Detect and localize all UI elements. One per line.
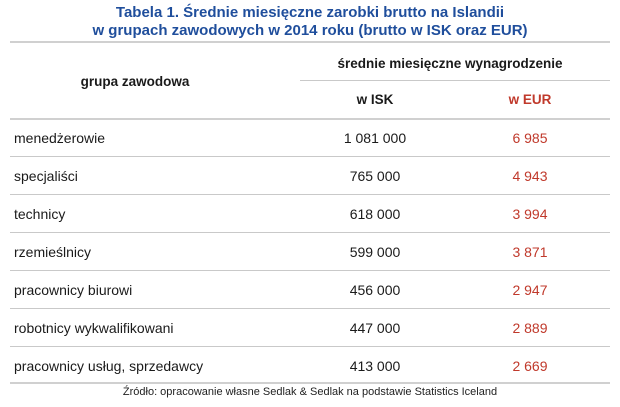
row-group-name: rzemieślnicy	[14, 244, 92, 260]
table-row	[0, 119, 620, 157]
source-note: Źródło: opracowanie własne Sedlak & Sedlak na podstawie Statistics Iceland	[122, 386, 498, 398]
row-isk-value: 413 000	[349, 358, 401, 374]
row-group-name: menedżerowie	[14, 130, 106, 146]
row-isk-value: 599 000	[349, 244, 401, 260]
bottom-rule	[10, 382, 610, 384]
table-title-line-1: Tabela 1. Średnie miesięczne zarobki brutto na Islandii	[115, 4, 505, 21]
header-average-salary: średnie miesięczne wynagrodzenie	[337, 55, 563, 71]
row-eur-value: 4 943	[512, 168, 548, 184]
table-row	[0, 195, 620, 233]
row-isk-value: 1 081 000	[343, 130, 407, 146]
row-eur-value: 6 985	[512, 130, 548, 146]
row-group-name: technicy	[14, 206, 66, 222]
header-isk: w ISK	[356, 91, 394, 107]
top-rule	[10, 41, 610, 43]
row-eur-value: 2 947	[512, 282, 548, 298]
header-eur: w EUR	[508, 91, 552, 107]
row-group-name: pracownicy usług, sprzedawcy	[14, 358, 204, 374]
table-title-line-2: w grupach zawodowych w 2014 roku (brutto w ISK oraz EUR)	[92, 22, 528, 39]
table-row	[0, 309, 620, 347]
row-group-name: specjaliści	[14, 168, 78, 184]
row-eur-value: 2 889	[512, 320, 548, 336]
row-eur-value: 2 669	[512, 358, 548, 374]
table-row	[0, 347, 620, 385]
row-isk-value: 618 000	[349, 206, 401, 222]
header-group: grupa zawodowa	[80, 73, 190, 89]
row-isk-value: 447 000	[349, 320, 401, 336]
table-row	[0, 157, 620, 195]
row-group-name: pracownicy biurowi	[14, 282, 133, 298]
row-isk-value: 456 000	[349, 282, 401, 298]
row-eur-value: 3 994	[512, 206, 548, 222]
row-isk-value: 765 000	[349, 168, 401, 184]
table-row	[0, 233, 620, 271]
row-eur-value: 3 871	[512, 244, 548, 260]
table-row	[0, 271, 620, 309]
row-group-name: robotnicy wykwalifikowani	[14, 320, 174, 336]
table-title	[0, 4, 620, 40]
